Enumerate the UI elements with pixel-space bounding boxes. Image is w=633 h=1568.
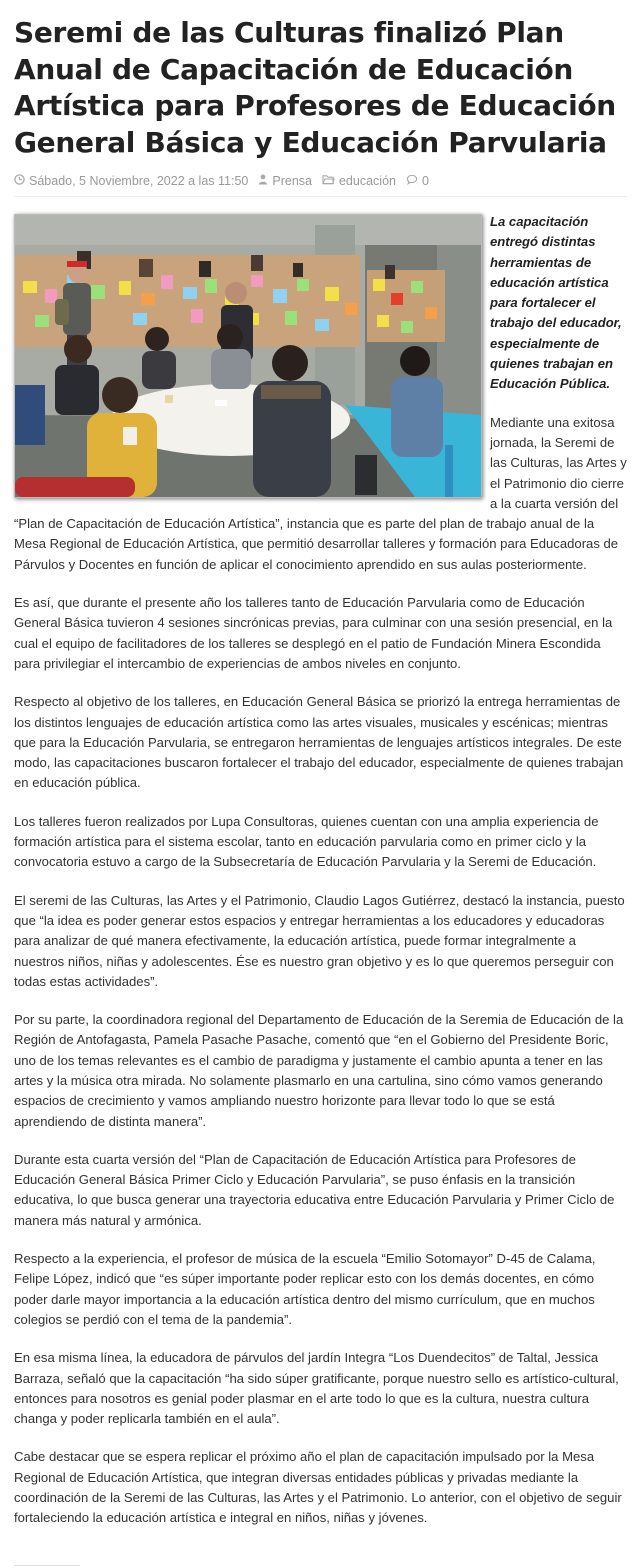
article: [14, 0, 627, 1529]
meta-author[interactable]: [258, 174, 312, 188]
article-paragraph-2: Es así, que durante el presente año los talleres tanto de Educación Parvularia como de Educación General Básica tuvieron 4 sesiones sincrónicas previas, para culminar con una sesión presencial, en la cual el equipo de facilitadores de los talleres se desplegó en el patio de Fundación Minera Escondida para privilegiar el intercambio de experiencias de ambos niveles en conjunto.: [14, 595, 613, 671]
meta-comments-count[interactable]: 0: [421, 174, 429, 188]
article-paragraph-4: Los talleres fueron realizados por Lupa Consultoras, quienes cuentan con una amplia experiencia de formación artística para el sistema escolar, tanto en educación parvularia como en primer ciclo y la convocatoria estuvo a cargo de la Subsecretaría de Educación Parvularia y la Seremi de Educación.: [14, 813, 599, 870]
article-body: [14, 212, 627, 1529]
folder-icon: [322, 174, 335, 188]
article-lead: La capacitación entregó distintas herramientas de educación artística para fortalecer el trabajo del educador, especialmente de quienes trabajan en Educación Pública.: [490, 214, 622, 392]
article-paragraph-5: El seremi de las Culturas, las Artes y el Patrimonio, Claudio Lagos Gutiérrez, destacó la instancia, puesto que “la idea es poder generar estos espacios y entregar herramientas a los educadores y educadoras para analizar de qué manera efectivamente, la educación artística, puede formar integralmente a nuestros niños, niñas y adolescentes. Ése es nuestro gran objetivo y es lo que queremos perseguir con todas estas actividades”.: [14, 892, 625, 989]
clock-icon: [14, 174, 25, 188]
article-paragraph-7: Durante esta cuarta versión del “Plan de Capacitación de Educación Artística para Profesores de Educación General Básica Primer Ciclo y Educación Parvularia”, se puso énfasis en la transición educativa, lo que busca generar una trayectoria educativa entre Educación Parvularia y Primer Ciclo de manera más natural y armónica.: [14, 1151, 615, 1228]
meta-category[interactable]: [322, 174, 396, 188]
article-photo: [14, 214, 482, 498]
article-meta: [14, 171, 627, 191]
comment-icon: [406, 174, 418, 188]
meta-category-link[interactable]: educación: [338, 174, 396, 188]
meta-author-link[interactable]: Prensa: [272, 174, 312, 188]
meta-date-text: Sábado, 5 Noviembre, 2022 a las 11:50: [29, 174, 249, 188]
article-paragraph-6: Por su parte, la coordinadora regional del Departamento de Educación de la Seremia de Educación de la Región de Antofagasta, Pamela Pasache Pasache, comentó que “en el Gobierno del Presidente Boric, uno de los temas relevantes es el cambio de paradigma y justamente el cambio apunta a tener en las artes y la música otra mirada. No solamente plasmarlo en una cartulina, sino cómo vamos generando espacios de crecimiento y vamos ampliando nuestro horizonte para llevar todo lo que se está aprendiendo de distinta manera”.: [14, 1012, 624, 1129]
footer-divider: [14, 1565, 80, 1566]
meta-divider: [14, 196, 627, 197]
article-paragraph-8: Respecto a la experiencia, el profesor de música de la escuela “Emilio Sotomayor” D-45 de Calama, Felipe López, indicó que “es súper importante poder replicar esto con los demás docentes, en cómo poder darle mayor importancia a la educación artística dentro del mismo currículum, que en muchos colegios se perdió con el tema de la pandemia”.: [14, 1251, 596, 1327]
meta-date: [14, 174, 248, 188]
article-paragraph-10: Cabe destacar que se espera replicar el próximo año el plan de capacitación impulsado por la Mesa Regional de Educación Artística, que integran diversas entidades públicas y privadas mediante la coordinación de la Seremi de las Culturas, las Artes y el Patrimonio. Lo anterior, con el objetivo de seguir fortaleciendo la educación artística e integral en niños, niñas y jóvenes.: [14, 1449, 622, 1526]
article-paragraph-9: En esa misma línea, la educadora de párvulos del jardín Integra “Los Duendecitos” de Taltal, Jessica Barraza, señaló que la capacitación “ha sido súper gratificante, porque nuestro sello es artístico-cultural, entonces para nosotros es genial poder plasmar en el arte todo lo que es la cultura, nuestra cultura changa y poder replicarla también en el aula”.: [14, 1350, 619, 1427]
meta-comments[interactable]: [406, 174, 429, 188]
article-paragraph-1: Mediante una exitosa jornada, la Seremi de las Culturas, las Artes y el Patrimonio dio cierre a la cuarta versión del “Plan de Capacitación de Educación Artística”, instancia que es parte del plan de trabajo anual de la Mesa Regional de Educación Artística, que permitió desarrollar talleres y formación para Educadoras de Párvulos y Docentes en función de aplicar el conocimiento aprendido en sus aulas posteriormente.: [14, 414, 627, 572]
workshop-photo-illustration: [15, 215, 481, 497]
article-title: Seremi de las Culturas finalizó Plan Anual de Capacitación de Educación Artística para Profesores de Educación General Básica y Educación Parvularia: [14, 16, 616, 159]
user-icon: [258, 174, 268, 188]
article-paragraph-3: Respecto al objetivo de los talleres, en Educación General Básica se priorizó la entrega herramientas de los distintos lenguajes de educación artística como las artes visuales, musicales y escénicas; mientras que para la Educación Parvularia, se entregaron herramientas de lenguajes artísticos integrales. De este modo, las capacitaciones buscaron fortalecer el trabajo del educador, especialmente de quienes trabajan en educación pública.: [14, 694, 624, 791]
